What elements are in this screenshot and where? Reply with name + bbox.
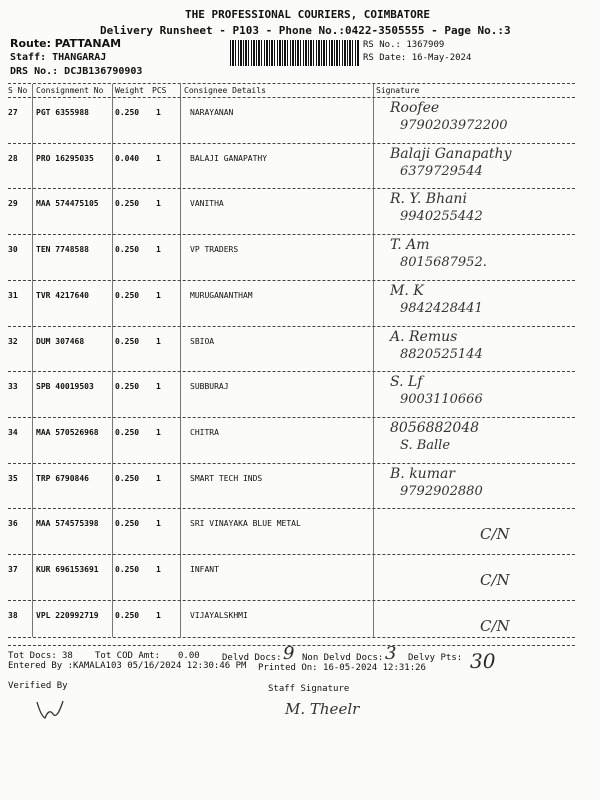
row-serial-number: 38 xyxy=(8,610,18,620)
row-signature-phone-handwritten: 8015687952. xyxy=(400,255,487,271)
row-signature-handwritten: Roofee xyxy=(390,100,440,116)
row-pieces: 1 xyxy=(156,290,161,300)
column-header-consignment: Consignment No xyxy=(36,86,104,95)
row-weight: 0.250 xyxy=(115,245,140,255)
row-consignee-name: SBIOA xyxy=(190,336,215,346)
row-consignment-number: MAA 574575398 xyxy=(36,519,99,529)
total-docs-value: 38 xyxy=(62,651,73,661)
row-serial-number: 31 xyxy=(8,290,18,300)
row-consignee-name: CHITRA xyxy=(190,427,219,437)
non-delivered-docs-handwritten: 3 xyxy=(385,643,397,664)
row-signature-phone-handwritten: C/N xyxy=(480,571,510,589)
row-signature-handwritten: S. Lf xyxy=(390,374,423,391)
column-header-sno: S No xyxy=(8,86,28,95)
row-pieces: 1 xyxy=(156,610,161,620)
row-consignee-name: VIJAYALSKHMI xyxy=(190,610,248,620)
row-separator xyxy=(8,371,575,372)
row-signature-phone-handwritten: 9003110666 xyxy=(400,392,483,408)
row-signature-handwritten: Balaji Ganapathy xyxy=(390,145,512,162)
row-consignee-name: VANITHA xyxy=(190,199,224,209)
row-weight: 0.040 xyxy=(115,153,140,163)
row-signature-handwritten: 8056882048 xyxy=(390,419,480,436)
staff-signature-label: Staff Signature xyxy=(268,684,350,694)
row-signature-handwritten: B. kumar xyxy=(390,465,456,482)
table-bottom-rule xyxy=(8,637,575,638)
row-pieces: 1 xyxy=(156,382,161,392)
row-signature-phone-handwritten: C/N xyxy=(480,525,510,544)
row-serial-number: 34 xyxy=(8,427,18,437)
total-docs-label: Tot Docs: xyxy=(8,651,57,661)
total-cod-value: 0.00 xyxy=(178,651,200,661)
row-serial-number: 32 xyxy=(8,336,18,346)
row-weight: 0.250 xyxy=(115,519,140,529)
row-consignee-name: NARAYANAN xyxy=(190,108,234,117)
document-title: THE PROFESSIONAL COURIERS, COIMBATORE xyxy=(185,8,431,21)
row-signature-phone-handwritten: 8820525144 xyxy=(400,346,483,362)
row-consignment-number: TVR 4217640 xyxy=(36,290,89,300)
row-pieces: 1 xyxy=(156,199,161,209)
row-consignee-name: INFANT xyxy=(190,565,219,574)
column-header-pcs: PCS xyxy=(152,86,167,95)
rs-number: RS No.: 1367909 xyxy=(363,40,445,50)
row-pieces: 1 xyxy=(156,519,161,529)
row-separator xyxy=(8,463,575,464)
delivery-points-label: Delvy Pts: xyxy=(408,653,463,663)
row-weight: 0.250 xyxy=(115,336,140,346)
verified-by-label: Verified By xyxy=(8,681,68,691)
row-pieces: 1 xyxy=(156,336,161,346)
row-signature-handwritten: T. Am xyxy=(390,237,430,254)
route-label: Route: PATTANAM xyxy=(10,37,122,50)
staff-label: Staff: THANGARAJ xyxy=(10,52,107,63)
row-signature-phone-handwritten: 9842428441 xyxy=(400,300,483,316)
barcode-image xyxy=(230,40,360,66)
row-separator xyxy=(8,508,575,509)
row-signature-phone-handwritten: 9790203972200 xyxy=(400,118,508,133)
row-serial-number: 35 xyxy=(8,473,18,483)
row-pieces: 1 xyxy=(156,153,161,163)
row-signature-phone-handwritten: 9940255442 xyxy=(400,209,483,225)
row-consignment-number: VPL 220992719 xyxy=(36,610,99,620)
row-consignee-name: VP TRADERS xyxy=(190,245,239,255)
entered-by: Entered By :KAMALA103 05/16/2024 12:30:46 PM xyxy=(8,661,247,671)
row-consignment-number: TEN 7748588 xyxy=(36,245,89,255)
row-separator xyxy=(8,280,575,281)
row-serial-number: 33 xyxy=(8,382,18,392)
delivered-docs-label: Delvd Docs: xyxy=(222,653,282,663)
rs-date: RS Date: 16-May-2024 xyxy=(363,53,472,63)
row-signature-phone-handwritten: S. Balle xyxy=(400,437,451,453)
column-header-signature: Signature xyxy=(376,86,420,95)
row-separator xyxy=(8,326,575,327)
row-consignee-name: SUBBURAJ xyxy=(190,382,229,392)
table-header-rule xyxy=(8,97,575,98)
printed-on: Printed On: 16-05-2024 12:31:26 xyxy=(258,663,426,673)
row-serial-number: 27 xyxy=(8,108,18,117)
column-header-consignee: Consignee Details xyxy=(184,86,266,95)
row-signature-phone-handwritten: 6379729544 xyxy=(400,163,483,179)
non-delivered-docs-label: Non Delvd Docs: xyxy=(302,653,384,663)
table-top-rule xyxy=(8,83,575,84)
row-weight: 0.250 xyxy=(115,108,140,117)
row-weight: 0.250 xyxy=(115,565,140,574)
row-weight: 0.250 xyxy=(115,473,140,483)
verifier-signature-mark xyxy=(35,698,69,722)
row-consignment-number: TRP 6790846 xyxy=(36,473,89,483)
staff-handwritten-signature: M. Theelr xyxy=(285,700,360,718)
row-separator xyxy=(8,143,575,144)
delivered-docs-handwritten: 9 xyxy=(283,643,295,664)
row-signature-handwritten: M. K xyxy=(390,282,424,299)
total-cod-label: Tot COD Amt: xyxy=(95,651,161,661)
row-serial-number: 28 xyxy=(8,153,18,163)
row-weight: 0.250 xyxy=(115,382,140,392)
row-serial-number: 30 xyxy=(8,245,18,255)
row-separator xyxy=(8,554,575,555)
row-pieces: 1 xyxy=(156,427,161,437)
row-signature-handwritten: A. Remus xyxy=(390,328,458,345)
row-consignee-name: MURUGANANTHAM xyxy=(190,290,253,300)
runsheet-subtitle: Delivery Runsheet - P103 - Phone No.:0422-3505555 - Page No.:3 xyxy=(100,24,511,37)
row-signature-handwritten: R. Y. Bhani xyxy=(390,191,467,208)
row-consignment-number: PRO 16295035 xyxy=(36,153,94,163)
row-signature-phone-handwritten: 9792902880 xyxy=(400,483,483,499)
row-separator xyxy=(8,188,575,189)
row-weight: 0.250 xyxy=(115,427,140,437)
row-consignee-name: BALAJI GANAPATHY xyxy=(190,153,268,163)
row-consignment-number: SPB 40019503 xyxy=(36,382,94,392)
row-consignment-number: MAA 574475105 xyxy=(36,199,99,209)
row-pieces: 1 xyxy=(156,108,161,117)
row-consignment-number: DUM 307468 xyxy=(36,336,85,346)
row-weight: 0.250 xyxy=(115,290,140,300)
row-consignment-number: MAA 570526968 xyxy=(36,427,99,437)
delivery-points-handwritten: 30 xyxy=(470,649,496,673)
row-pieces: 1 xyxy=(156,245,161,255)
row-separator xyxy=(8,600,575,601)
row-consignment-number: KUR 696153691 xyxy=(36,565,99,574)
column-header-weight: Weight xyxy=(115,86,144,95)
row-pieces: 1 xyxy=(156,473,161,483)
drs-number: DRS No.: DCJB136790903 xyxy=(10,66,143,77)
row-separator xyxy=(8,234,575,235)
row-weight: 0.250 xyxy=(115,199,140,209)
row-separator xyxy=(8,417,575,418)
row-weight: 0.250 xyxy=(115,610,140,620)
row-pieces: 1 xyxy=(156,565,161,574)
row-serial-number: 36 xyxy=(8,519,18,529)
row-consignment-number: PGT 6355988 xyxy=(36,108,89,117)
row-serial-number: 37 xyxy=(8,565,18,574)
row-consignee-name: SRI VINAYAKA BLUE METAL xyxy=(190,519,301,529)
row-signature-phone-handwritten: C/N xyxy=(480,616,510,635)
row-consignee-name: SMART TECH INDS xyxy=(190,473,263,483)
row-serial-number: 29 xyxy=(8,199,18,209)
